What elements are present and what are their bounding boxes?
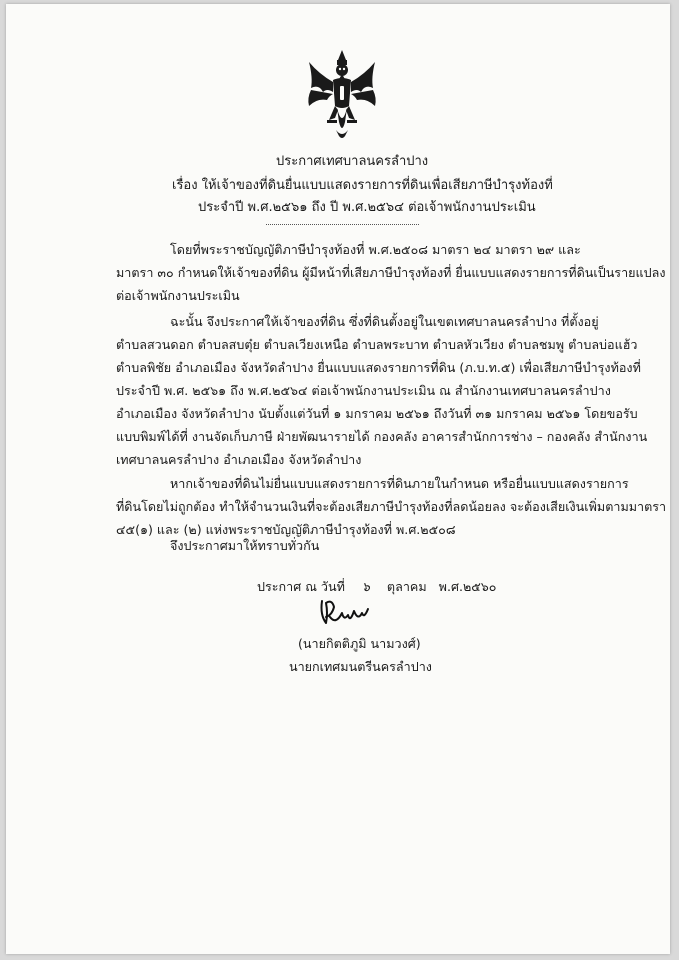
paragraph-2-line: ประจำปี พ.ศ. ๒๕๖๑ ถึง พ.ศ.๒๕๖๔ ต่อเจ้าพนักงานประเมิน ณ สำนักงานเทศบาลนครลำปาง (116, 383, 611, 398)
paragraph-3-line: ๔๕(๑) และ (๒) แห่งพระราชบัญญัติภาษีบำรุงท้องที่ พ.ศ.๒๕๐๘ (116, 522, 456, 537)
paragraph-1-line: โดยที่พระราชบัญญัติภาษีบำรุงท้องที่ พ.ศ.๒๕๐๘ มาตรา ๒๔ มาตรา ๒๙ และ (170, 242, 581, 257)
paragraph-2-line: ตำบลพิชัย อำเภอเมือง จังหวัดลำปาง ยื่นแบบแสดงรายการที่ดิน (ภ.บ.ท.๕) เพื่อเสียภาษีบำรุงท้องที่ (116, 360, 641, 375)
paragraph-2-line: ตำบลสวนดอก ตำบลสบตุ๋ย ตำบลเวียงเหนือ ตำบลพระบาท ตำบลหัวเวียง ตำบลชมพู ตำบลบ่อแฮ้ว (116, 337, 638, 352)
paragraph-3-line: ที่ดินโดยไม่ถูกต้อง ทำให้จำนวนเงินที่จะต้องเสียภาษีบำรุงท้องที่ลดน้อยลง จะต้องเสียเงินเพิ่มตามมาตรา (116, 499, 667, 514)
paragraph-2-line: อำเภอเมือง จังหวัดลำปาง นับตั้งแต่วันที่ ๑ มกราคม ๒๕๖๑ ถึงวันที่ ๓๑ มกราคม ๒๕๖๑ โดยขอรับ (116, 406, 638, 421)
announcement-date (257, 577, 496, 597)
paragraph-2-line: ฉะนั้น จึงประกาศให้เจ้าของที่ดิน ซึ่งที่ดินตั้งอยู่ในเขตเทศบาลนครลำปาง ที่ตั้งอยู่ (170, 314, 599, 329)
date-month: ตุลาคม (386, 579, 427, 594)
date-year: พ.ศ.๒๕๖๐ (438, 579, 497, 594)
closing-statement: จึงประกาศมาให้ทราบทั่วกัน (170, 538, 320, 553)
paragraph-1-line: ต่อเจ้าพนักงานประเมิน (116, 288, 240, 303)
paragraph-2-line: เทศบาลนครลำปาง อำเภอเมือง จังหวัดลำปาง (116, 452, 362, 467)
date-day: ๖ (361, 579, 370, 594)
header-divider (266, 224, 419, 225)
paragraph-1-line: มาตรา ๓๐ กำหนดให้เจ้าของที่ดิน ผู้มีหน้าที่เสียภาษีบำรุงท้องที่ ยื่นแบบแสดงรายการที่ดินเป็นรายแปลง (116, 265, 666, 280)
announcement-title: ประกาศเทศบาลนครลำปาง (276, 154, 429, 169)
paragraph-3 (0, 472, 666, 541)
paragraph-3-line: หากเจ้าของที่ดินไม่ยื่นแบบแสดงรายการที่ดินภายในกำหนด หรือยื่นแบบแสดงรายการ (170, 476, 629, 491)
signer-name: (นายกิตติภูมิ นามวงศ์) (298, 636, 421, 651)
paragraph-2 (0, 310, 647, 471)
signer-position: นายกเทศมนตรีนครลำปาง (289, 659, 432, 674)
announcement-subject-line2: ประจำปี พ.ศ.๒๕๖๑ ถึง ปี พ.ศ.๒๕๖๔ ต่อเจ้าพนักงานประเมิน (198, 200, 536, 215)
paragraph-2-line: แบบพิมพ์ได้ที่ งานจัดเก็บภาษี ฝ่ายพัฒนารายได้ กองคลัง อาคารสำนักการช่าง – กองคลัง สำนักงาน (116, 429, 648, 444)
handwritten-signature (318, 595, 370, 629)
date-prefix: ประกาศ ณ วันที่ (257, 579, 345, 594)
garuda-emblem-icon (305, 48, 379, 140)
paragraph-1 (0, 238, 666, 307)
announcement-subject-line1: เรื่อง ให้เจ้าของที่ดินยื่นแบบแสดงรายการที่ดินเพื่อเสียภาษีบำรุงท้องที่ (172, 178, 553, 193)
